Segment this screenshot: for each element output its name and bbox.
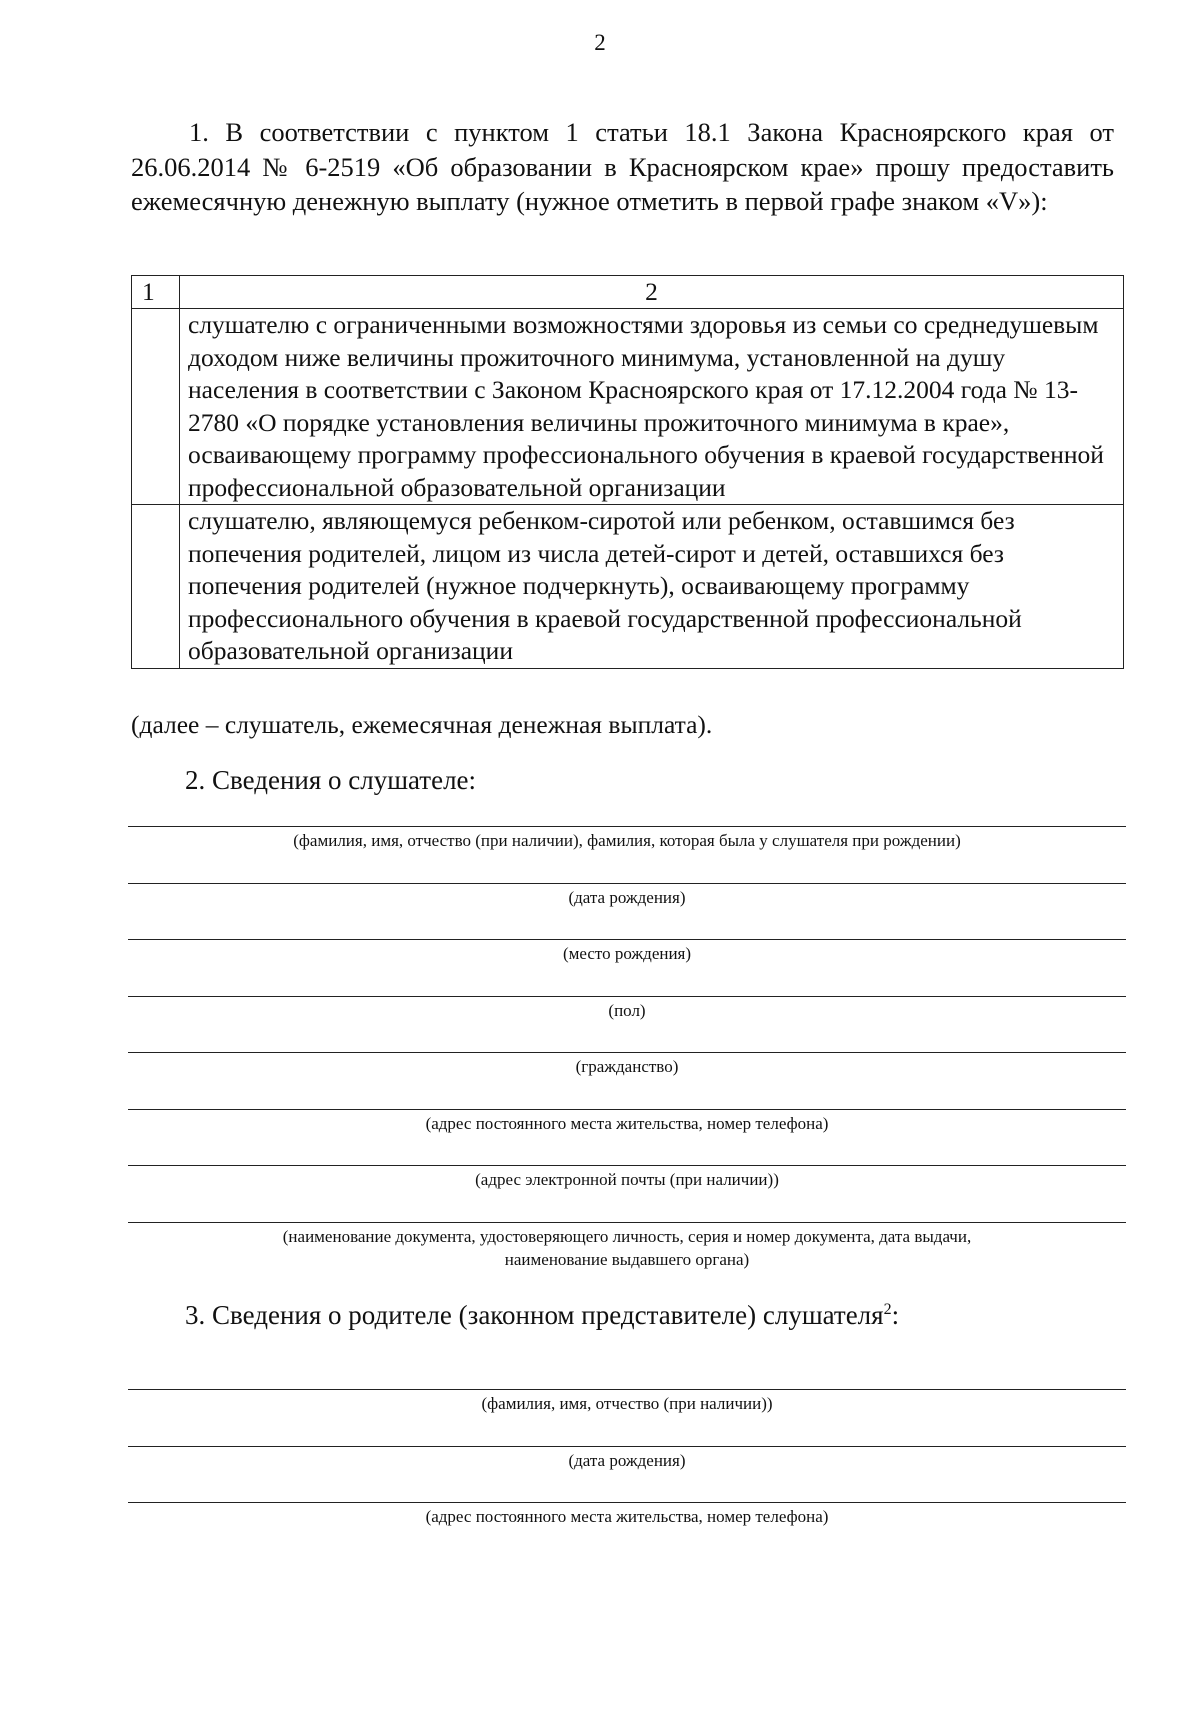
table-row	[132, 505, 1124, 669]
intro-paragraph: 1. В соответствии с пунктом 1 статьи 18.1 Закона Красноярского края от 26.06.2014 № 6-2519 «Об образовании в Красноярском крае» прошу предоставить ежемесячную денежную выплату (нужное отметить в первой графе знаком «V»):	[131, 117, 1114, 216]
field-line-id-document[interactable]	[128, 1222, 1126, 1223]
field-line-full-name[interactable]	[128, 826, 1126, 827]
field-caption: (адрес постоянного места жительства, номер телефона)	[425, 1507, 829, 1526]
field-line-parent-name[interactable]	[128, 1389, 1126, 1390]
checkbox-cell-1[interactable]	[132, 309, 180, 505]
column-1-header: 1	[132, 276, 180, 309]
option-text-1: слушателю с ограниченными возможностями здоровья из семьи со среднедушевым доходом ниже величины прожиточного минимума, установленной на душу населения в соответствии с Законом Красноярского края от 17.12.2004 года № 13-2780 «О порядке установления величины прожиточного минимума в крае», осваивающему программу профессионального обучения в краевой государственной профессиональной образовательной организации	[180, 309, 1124, 505]
payment-choice-table	[131, 275, 1124, 669]
field-line-birth-place[interactable]	[128, 939, 1126, 940]
section-3-heading-text: 3. Сведения о родителе (законном представителе) слушателя	[185, 1300, 884, 1330]
field-caption: (дата рождения)	[568, 888, 686, 907]
page-number: 2	[594, 30, 606, 55]
field-caption: (адрес электронной почты (при наличии))	[475, 1170, 779, 1189]
table-row	[132, 309, 1124, 505]
option-text-2: слушателю, являющемуся ребенком-сиротой или ребенком, оставшимся без попечения родителей, лицом из числа детей-сирот и детей, оставшихся без попечения родителей (нужное подчеркнуть), осваивающему программу профессионального обучения в краевой государственной профессиональной образовательной организации	[180, 505, 1124, 669]
section-2-heading: 2. Сведения о слушателе:	[185, 765, 477, 795]
field-caption: (адрес постоянного места жительства, номер телефона)	[425, 1114, 829, 1133]
field-line-parent-address[interactable]	[128, 1502, 1126, 1503]
field-line-email[interactable]	[128, 1165, 1126, 1166]
field-caption: (фамилия, имя, отчество (при наличии), фамилия, которая была у слушателя при рождении)	[293, 831, 961, 850]
field-caption: (пол)	[608, 1001, 646, 1020]
column-2-header: 2	[180, 276, 1124, 309]
field-caption: (наименование документа, удостоверяющего личность, серия и номер документа, дата выдачи,	[282, 1227, 972, 1246]
section-3-heading	[185, 1300, 899, 1331]
checkbox-cell-2[interactable]	[132, 505, 180, 669]
section-3-heading-colon: :	[891, 1300, 900, 1330]
field-caption: (фамилия, имя, отчество (при наличии))	[481, 1394, 773, 1413]
field-caption-continued: наименование выдавшего органа)	[504, 1250, 750, 1269]
field-caption: (дата рождения)	[568, 1451, 686, 1470]
table-header-row	[132, 276, 1124, 309]
field-line-parent-birth-date[interactable]	[128, 1446, 1126, 1447]
field-line-birth-date[interactable]	[128, 883, 1126, 884]
field-line-sex[interactable]	[128, 996, 1126, 997]
field-line-citizenship[interactable]	[128, 1052, 1126, 1053]
field-caption: (гражданство)	[575, 1057, 679, 1076]
footnote-mark: 2	[883, 1301, 892, 1318]
after-table-note: (далее – слушатель, ежемесячная денежная выплата).	[131, 710, 713, 739]
field-caption: (место рождения)	[562, 944, 692, 963]
field-line-address-phone[interactable]	[128, 1109, 1126, 1110]
